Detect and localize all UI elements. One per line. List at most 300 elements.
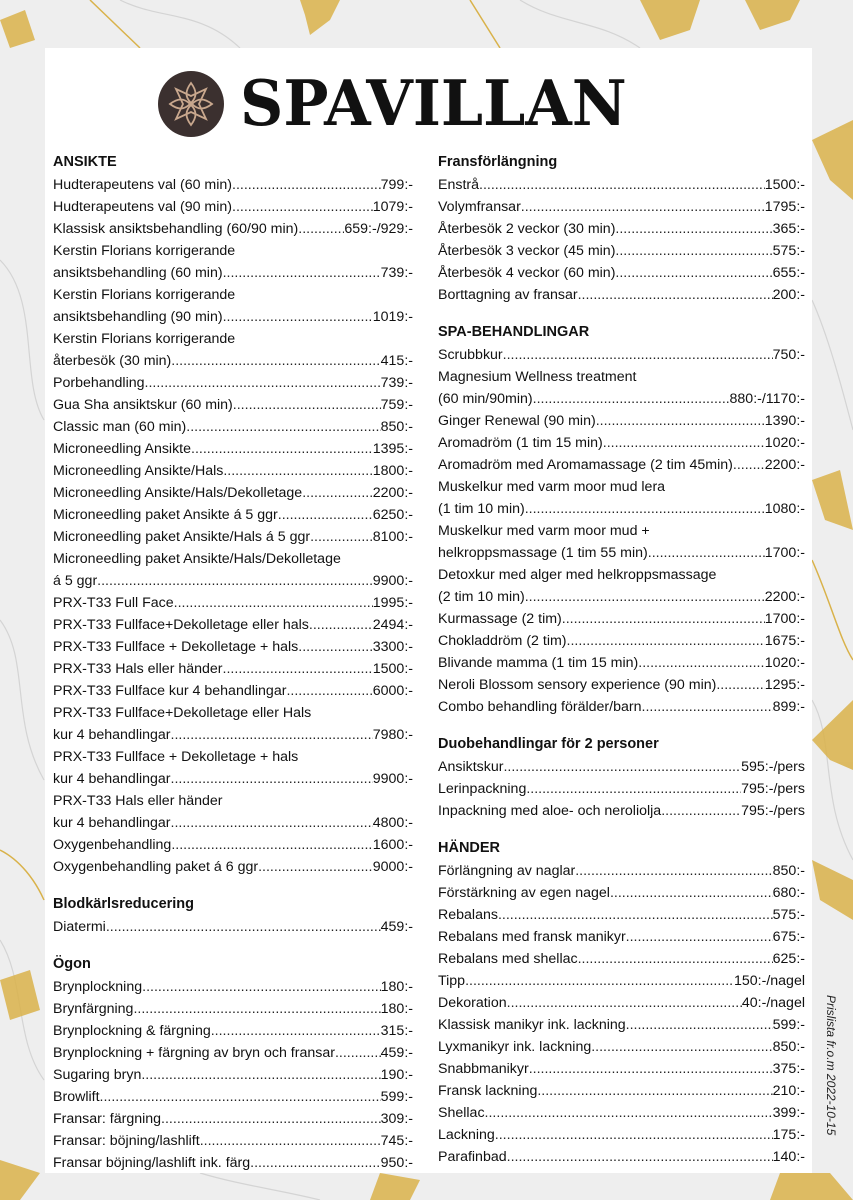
- price-row: [53, 658, 413, 680]
- service-price: 655:-: [772, 265, 805, 281]
- service-name: Kurmassage (2 tim): [438, 611, 562, 627]
- service-name: Diatermi: [53, 919, 106, 935]
- dot-leader: [302, 482, 373, 504]
- service-name: Enstrå: [438, 177, 480, 193]
- service-name: Ginger Renewal (90 min): [438, 413, 596, 429]
- section-title-fransförlängning: Fransförlängning: [438, 154, 558, 170]
- price-row: [438, 542, 805, 564]
- price-row: [438, 218, 805, 240]
- service-name: ansiktsbehandling (90 min): [53, 309, 223, 325]
- price-row: [53, 1108, 413, 1130]
- dot-leader: [642, 696, 773, 718]
- dot-leader: [533, 388, 730, 410]
- dot-leader: [603, 432, 765, 454]
- service-price: 415:-: [380, 353, 413, 369]
- service-name: ansiktsbehandling (60 min): [53, 265, 223, 281]
- service-price: 375:-: [772, 1061, 805, 1077]
- service-price: 1800:-: [372, 463, 413, 479]
- dot-leader: [211, 1020, 381, 1042]
- dot-leader: [578, 948, 773, 970]
- dot-leader: [286, 680, 372, 702]
- service-name: PRX-T33 Hals eller händer: [53, 661, 223, 677]
- service-name: Inpackning med aloe- och neroliolja: [438, 803, 662, 819]
- service-name: Brynfärgning: [53, 1001, 134, 1017]
- service-name: Microneedling Ansikte/Hals: [53, 463, 224, 479]
- service-name: Kerstin Florians korrigerande: [53, 331, 236, 347]
- section-gap: [438, 718, 805, 728]
- price-row: [438, 196, 805, 218]
- price-row: [438, 778, 805, 800]
- price-row: [53, 1064, 413, 1086]
- service-price: 190:-: [380, 1067, 413, 1083]
- service-name: Aromadröm (1 tim 15 min): [438, 435, 603, 451]
- service-name: PRX-T33 Hals eller händer: [53, 793, 223, 809]
- service-name: Rebalans med fransk manikyr: [438, 929, 626, 945]
- service-name: Scrubbkur: [438, 347, 503, 363]
- price-row: [438, 454, 805, 476]
- price-row: [53, 306, 413, 328]
- price-row: [438, 344, 805, 366]
- dot-leader: [526, 778, 741, 800]
- dot-leader: [615, 262, 772, 284]
- service-name: Återbesök 3 veckor (45 min): [438, 243, 616, 259]
- service-price: 850:-: [380, 419, 413, 435]
- service-price: 210:-: [772, 1083, 805, 1099]
- service-price: 575:-: [772, 907, 805, 923]
- price-row: [53, 976, 413, 998]
- price-row: [53, 1086, 413, 1108]
- service-name: á 5 ggr: [53, 573, 98, 589]
- price-row: [438, 674, 805, 696]
- price-row: [53, 680, 413, 702]
- dot-leader: [661, 800, 741, 822]
- service-name: kur 4 behandlingar: [53, 727, 171, 743]
- service-price: 745:-: [380, 1133, 413, 1149]
- service-price: 1795:-: [764, 199, 805, 215]
- service-price: 180:-: [380, 979, 413, 995]
- service-price: 3300:-: [372, 639, 413, 655]
- price-row: [53, 416, 413, 438]
- dot-leader: [171, 724, 373, 746]
- service-name: Brynplockning: [53, 979, 143, 995]
- price-row: [53, 570, 413, 592]
- dot-leader: [578, 284, 773, 306]
- service-name-line: [53, 746, 413, 768]
- price-row: [438, 756, 805, 778]
- service-name: PRX-T33 Fullface + Dekolletage + hals: [53, 639, 299, 655]
- service-name-line: [438, 520, 805, 542]
- service-name: (2 tim 10 min): [438, 589, 525, 605]
- dot-leader: [507, 992, 742, 1014]
- price-row: [53, 196, 413, 218]
- service-name: Kerstin Florians korrigerande: [53, 287, 236, 303]
- dot-leader: [626, 926, 773, 948]
- service-name: kur 4 behandlingar: [53, 771, 171, 787]
- price-row: [53, 724, 413, 746]
- dot-leader: [191, 438, 373, 460]
- dot-leader: [479, 174, 765, 196]
- dot-leader: [106, 916, 381, 938]
- price-row: [53, 218, 413, 240]
- price-row: [53, 1152, 413, 1174]
- dot-leader: [716, 674, 764, 696]
- price-row: [438, 696, 805, 718]
- service-name-line: [438, 564, 805, 586]
- service-name: Blivande mamma (1 tim 15 min): [438, 655, 639, 671]
- price-row: [53, 394, 413, 416]
- service-name: Återbesök 2 veckor (30 min): [438, 221, 616, 237]
- price-row: [438, 882, 805, 904]
- dot-leader: [503, 756, 741, 778]
- service-price: 365:-: [772, 221, 805, 237]
- price-row: [438, 1058, 805, 1080]
- dot-leader: [626, 1014, 773, 1036]
- dot-leader: [232, 196, 373, 218]
- service-name: (1 tim 10 min): [438, 501, 525, 517]
- service-price: 599:-: [772, 1017, 805, 1033]
- dot-leader: [133, 998, 380, 1020]
- service-price: 1020:-: [764, 655, 805, 671]
- price-row: [53, 174, 413, 196]
- service-price: 595:-/pers: [741, 759, 805, 775]
- dot-leader: [161, 1108, 381, 1130]
- dot-leader: [141, 1064, 380, 1086]
- price-row: [53, 372, 413, 394]
- service-name: PRX-T33 Full Face: [53, 595, 174, 611]
- service-name: Browlift: [53, 1089, 100, 1105]
- service-name: Klassisk manikyr ink. lackning: [438, 1017, 626, 1033]
- section-title-blodkärlsreducering: Blodkärlsreducering: [53, 896, 195, 912]
- price-row: [53, 592, 413, 614]
- service-name: Muskelkur med varm moor mud +: [438, 523, 650, 539]
- dot-leader: [278, 504, 373, 526]
- service-name: Återbesök 4 veckor (60 min): [438, 265, 616, 281]
- service-price: 4800:-: [372, 815, 413, 831]
- dot-leader: [567, 630, 765, 652]
- service-price: 899:-: [772, 699, 805, 715]
- service-price: 880:-/1170:-: [729, 391, 805, 407]
- dot-leader: [223, 306, 373, 328]
- service-price: 1500:-: [764, 177, 805, 193]
- service-name: PRX-T33 Fullface kur 4 behandlingar: [53, 683, 287, 699]
- dot-leader: [615, 218, 772, 240]
- price-row: [53, 438, 413, 460]
- price-row: [438, 284, 805, 306]
- service-price: 1995:-: [372, 595, 413, 611]
- dot-leader: [495, 1124, 773, 1146]
- dot-leader: [142, 976, 381, 998]
- section-title-duobehandlingar-för-2-personer: Duobehandlingar för 2 personer: [438, 736, 659, 752]
- dot-leader: [223, 262, 381, 284]
- service-name: Fransk lackning: [438, 1083, 538, 1099]
- service-name: Magnesium Wellness treatment: [438, 369, 637, 385]
- price-list-date-note: Prislista fr.o.m 2022-10-15: [824, 995, 838, 1136]
- section-gap: [53, 878, 413, 888]
- section-title-ansikte: ANSIKTE: [53, 154, 117, 170]
- service-name: Microneedling paket Ansikte/Hals/Dekolletage: [53, 551, 341, 567]
- section-title-spa-behandlingar: SPA-BEHANDLINGAR: [438, 324, 590, 340]
- service-price: 1395:-: [372, 441, 413, 457]
- dot-leader: [335, 1042, 381, 1064]
- section-title-händer: HÄNDER: [438, 840, 501, 856]
- service-price: 625:-: [772, 951, 805, 967]
- price-row: [53, 262, 413, 284]
- service-name-line: [53, 328, 413, 350]
- service-name: Lackning: [438, 1127, 495, 1143]
- dot-leader: [521, 196, 765, 218]
- service-price: 8100:-: [372, 529, 413, 545]
- dot-leader: [591, 1036, 772, 1058]
- price-row: [438, 262, 805, 284]
- service-price: 40:-/nagel: [741, 995, 805, 1011]
- dot-leader: [171, 350, 380, 372]
- dot-leader: [174, 592, 373, 614]
- service-price: 1700:-: [764, 611, 805, 627]
- service-price: 850:-: [772, 863, 805, 879]
- dot-leader: [503, 344, 773, 366]
- section-gap: [438, 306, 805, 316]
- service-name: Detoxkur med alger med helkroppsmassage: [438, 567, 717, 583]
- service-name: Kerstin Florians korrigerande: [53, 243, 236, 259]
- price-row: [53, 504, 413, 526]
- service-name: Microneedling paket Ansikte á 5 ggr: [53, 507, 278, 523]
- service-price: 1390:-: [764, 413, 805, 429]
- service-name: Neroli Blossom sensory experience (90 min): [438, 677, 717, 693]
- service-price: 9900:-: [372, 771, 413, 787]
- service-name: återbesök (30 min): [53, 353, 172, 369]
- service-price: 150:-/nagel: [734, 973, 805, 989]
- price-row: [53, 636, 413, 658]
- price-row: [438, 652, 805, 674]
- dot-leader: [171, 834, 372, 856]
- service-price: 795:-/pers: [741, 781, 805, 797]
- service-price: 739:-: [380, 265, 413, 281]
- dot-leader: [223, 460, 372, 482]
- service-name: Ansiktskur: [438, 759, 504, 775]
- service-price: 1700:-: [764, 545, 805, 561]
- service-name: helkroppsmassage (1 tim 55 min): [438, 545, 648, 561]
- service-name-line: [53, 790, 413, 812]
- service-price: 739:-: [380, 375, 413, 391]
- service-price: 6000:-: [372, 683, 413, 699]
- service-name: Microneedling Ansikte: [53, 441, 192, 457]
- price-row: [438, 1036, 805, 1058]
- section-gap: [438, 822, 805, 832]
- price-row: [438, 1124, 805, 1146]
- price-row: [438, 388, 805, 410]
- price-row: [53, 526, 413, 548]
- service-price: 1080:-: [764, 501, 805, 517]
- service-name: Porbehandling: [53, 375, 145, 391]
- service-price: 1675:-: [764, 633, 805, 649]
- logo-icon: [158, 71, 224, 137]
- dot-leader: [145, 372, 381, 394]
- dot-leader: [298, 218, 344, 240]
- price-row: [53, 998, 413, 1020]
- price-row: [438, 410, 805, 432]
- service-name: Sugaring bryn: [53, 1067, 142, 1083]
- service-price: 575:-: [772, 243, 805, 259]
- service-price: 140:-: [772, 1149, 805, 1165]
- dot-leader: [562, 608, 765, 630]
- price-row: [438, 586, 805, 608]
- service-price: 200:-: [772, 287, 805, 303]
- service-name: Fransar: böjning/lashlift: [53, 1133, 200, 1149]
- service-name-line: [53, 702, 413, 724]
- service-price: 315:-: [380, 1023, 413, 1039]
- price-row: [53, 482, 413, 504]
- price-row: [438, 926, 805, 948]
- service-price: 459:-: [380, 919, 413, 935]
- dot-leader: [100, 1086, 381, 1108]
- dot-leader: [171, 768, 373, 790]
- dot-leader: [638, 652, 765, 674]
- price-row: [53, 614, 413, 636]
- service-price: 750:-: [772, 347, 805, 363]
- service-name: Muskelkur med varm moor mud lera: [438, 479, 666, 495]
- dot-leader: [485, 1102, 773, 1124]
- service-name: Shellac: [438, 1105, 485, 1121]
- service-name-line: [53, 548, 413, 570]
- price-row: [438, 432, 805, 454]
- service-price: 2200:-: [764, 457, 805, 473]
- service-price: 680:-: [772, 885, 805, 901]
- service-price: 1079:-: [372, 199, 413, 215]
- service-price: 1019:-: [372, 309, 413, 325]
- service-price: 6250:-: [372, 507, 413, 523]
- dot-leader: [309, 614, 373, 636]
- service-price: 795:-/pers: [741, 803, 805, 819]
- service-price: 850:-: [772, 1039, 805, 1055]
- service-price: 799:-: [380, 177, 413, 193]
- service-name: Parafinbad: [438, 1149, 507, 1165]
- price-row: [53, 460, 413, 482]
- service-name: Classic man (60 min): [53, 419, 187, 435]
- service-price: 1020:-: [764, 435, 805, 451]
- dot-leader: [97, 570, 373, 592]
- service-name-line: [53, 240, 413, 262]
- price-row: [53, 350, 413, 372]
- dot-leader: [648, 542, 765, 564]
- service-price: 7980:-: [372, 727, 413, 743]
- dot-leader: [250, 1152, 381, 1174]
- service-name: Microneedling Ansikte/Hals/Dekolletage: [53, 485, 303, 501]
- service-name: Lyxmanikyr ink. lackning: [438, 1039, 592, 1055]
- service-name: Lerinpackning: [438, 781, 527, 797]
- service-name: Microneedling paket Ansikte/Hals á 5 ggr: [53, 529, 311, 545]
- service-price: 1600:-: [372, 837, 413, 853]
- service-name: Rebalans med shellac: [438, 951, 578, 967]
- service-price: 399:-: [772, 1105, 805, 1121]
- price-row: [53, 1042, 413, 1064]
- right-column: [438, 150, 805, 1168]
- service-price: 599:-: [380, 1089, 413, 1105]
- service-price: 2200:-: [764, 589, 805, 605]
- dot-leader: [233, 394, 381, 416]
- price-row: [53, 856, 413, 878]
- service-name: Borttagning av fransar: [438, 287, 578, 303]
- service-name: Brynplockning + färgning av bryn och fransar: [53, 1045, 335, 1061]
- service-name: Förlängning av naglar: [438, 863, 576, 879]
- price-row: [438, 800, 805, 822]
- service-name-line: [438, 476, 805, 498]
- service-name-line: [53, 284, 413, 306]
- service-name: Aromadröm med Aromamassage (2 tim 45min): [438, 457, 733, 473]
- dot-leader: [498, 904, 773, 926]
- service-price: 180:-: [380, 1001, 413, 1017]
- service-name: Oxygenbehandling: [53, 837, 172, 853]
- service-price: 675:-: [772, 929, 805, 945]
- service-name: kur 4 behandlingar: [53, 815, 171, 831]
- section-gap: [53, 938, 413, 948]
- price-row: [438, 498, 805, 520]
- dot-leader: [525, 586, 765, 608]
- dot-leader: [596, 410, 765, 432]
- price-row: [53, 834, 413, 856]
- service-price: 459:-: [380, 1045, 413, 1061]
- price-row: [438, 1080, 805, 1102]
- price-row: [53, 1130, 413, 1152]
- service-price: 175:-: [772, 1127, 805, 1143]
- price-row: [438, 948, 805, 970]
- dot-leader: [258, 856, 373, 878]
- price-row: [438, 970, 805, 992]
- dot-leader: [465, 970, 734, 992]
- dot-leader: [610, 882, 773, 904]
- price-row: [438, 630, 805, 652]
- service-name: Gua Sha ansiktskur (60 min): [53, 397, 233, 413]
- service-price: 9900:-: [372, 573, 413, 589]
- price-row: [438, 904, 805, 926]
- price-row: [438, 174, 805, 196]
- service-name: Volymfransar: [438, 199, 521, 215]
- service-price: 1295:-: [764, 677, 805, 693]
- service-price: 309:-: [380, 1111, 413, 1127]
- price-row: [53, 812, 413, 834]
- dot-leader: [171, 812, 373, 834]
- service-name: Fransar: färgning: [53, 1111, 162, 1127]
- service-price: 659:-/929:-: [344, 221, 413, 237]
- price-row: [53, 916, 413, 938]
- service-name: Combo behandling förälder/barn: [438, 699, 642, 715]
- price-row: [438, 1146, 805, 1168]
- service-name: Oxygenbehandling paket á 6 ggr: [53, 859, 259, 875]
- dot-leader: [507, 1146, 773, 1168]
- service-name: Tipp: [438, 973, 466, 989]
- service-name: Rebalans: [438, 907, 498, 923]
- price-row: [53, 768, 413, 790]
- service-name: Hudterapeutens val (90 min): [53, 199, 233, 215]
- dot-leader: [529, 1058, 773, 1080]
- service-price: 2200:-: [372, 485, 413, 501]
- service-price: 1500:-: [372, 661, 413, 677]
- dot-leader: [575, 860, 772, 882]
- section-title-ögon: Ögon: [53, 956, 91, 972]
- service-name: PRX-T33 Fullface+Dekolletage eller Hals: [53, 705, 312, 721]
- service-name: Fransar böjning/lashlift ink. färg: [53, 1155, 251, 1171]
- brand-name: SPAVILLAN: [240, 67, 627, 141]
- service-price: 9000:-: [372, 859, 413, 875]
- service-name: Förstärkning av egen nagel: [438, 885, 610, 901]
- dot-leader: [537, 1080, 772, 1102]
- service-name: Brynplockning & färgning: [53, 1023, 211, 1039]
- price-row: [53, 1020, 413, 1042]
- service-name: Dekoration: [438, 995, 507, 1011]
- dot-leader: [310, 526, 373, 548]
- left-column: [53, 150, 413, 1174]
- price-row: [438, 860, 805, 882]
- service-name-line: [438, 366, 805, 388]
